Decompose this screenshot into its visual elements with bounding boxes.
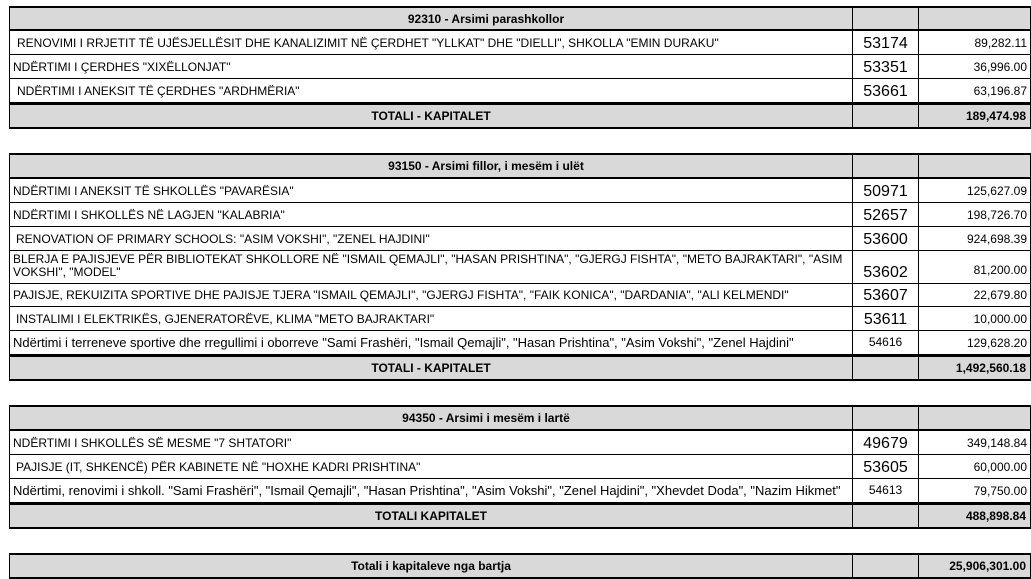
grand-total-row xyxy=(0,553,1031,579)
header-amount-cell xyxy=(918,153,1031,179)
total-row xyxy=(0,103,1031,129)
table-row xyxy=(0,331,1031,355)
total-row xyxy=(0,355,1031,381)
row-amount: 79,750.00 xyxy=(918,479,1031,503)
section-title: 93150 - Arsimi fillor, i mesëm i ulët xyxy=(9,153,853,179)
row-amount: 125,627.09 xyxy=(918,179,1031,203)
row-description: BLERJA E PAJISJEVE PËR BIBLIOTEKAT SHKOLLORE NË "ISMAIL QEMAJLI", "HASAN PRISHTINA", "GJERGJ FISHTA", "METO BAJRAKTARI", "ASIM VOKSHI", "MODEL" xyxy=(9,251,853,284)
row-amount: 924,698.39 xyxy=(918,227,1031,251)
grand-total-code-cell xyxy=(852,553,919,579)
row-amount: 198,726.70 xyxy=(918,203,1031,227)
section-header xyxy=(0,153,1031,179)
header-code-cell xyxy=(852,153,919,179)
section-header xyxy=(0,6,1031,31)
row-amount: 60,000.00 xyxy=(918,455,1031,479)
row-code: 53607 xyxy=(852,284,919,307)
row-description: NDËRTIMI I SHKOLLËS SË MESME "7 SHTATORI" xyxy=(9,431,853,455)
row-code: 50971 xyxy=(852,179,919,203)
row-code: 53602 xyxy=(852,251,919,284)
total-value: 488,898.84 xyxy=(918,503,1031,529)
total-value: 1,492,560.18 xyxy=(918,355,1031,381)
row-amount: 89,282.11 xyxy=(918,31,1031,55)
section-title: 94350 - Arsimi i mesëm i lartë xyxy=(9,405,853,431)
table-row xyxy=(0,307,1031,331)
row-description: NDËRTIMI I ÇERDHES "XIXËLLONJAT" xyxy=(9,55,853,79)
total-label: TOTALI - KAPITALET xyxy=(9,355,853,381)
row-amount: 10,000.00 xyxy=(918,307,1031,331)
total-row xyxy=(0,503,1031,529)
header-code-cell xyxy=(852,6,919,31)
table-row xyxy=(0,203,1031,227)
row-description: PAJISJE, REKUIZITA SPORTIVE DHE PAJISJE TJERA "ISMAIL QEMAJLI", "GJERGJ FISHTA", "FAIK KONICA", "DARDANIA", "ALI KELMENDI" xyxy=(9,284,853,307)
table-row xyxy=(0,79,1031,103)
header-amount-cell xyxy=(918,6,1031,31)
row-code: 53661 xyxy=(852,79,919,103)
table-row xyxy=(0,31,1031,55)
table-row xyxy=(0,55,1031,79)
row-description: Ndërtimi, renovimi i shkoll. "Sami Frashëri", "Ismail Qemajli", "Hasan Prishtina", "Asim Vokshi", "Zenel Hajdini", "Xhevdet Doda", "Nazim Hikmet" xyxy=(9,479,853,503)
table-row xyxy=(0,431,1031,455)
row-code: 53351 xyxy=(852,55,919,79)
total-label: TOTALI KAPITALET xyxy=(9,503,853,529)
grand-total-value: 25,906,301.00 xyxy=(918,553,1031,579)
table-row xyxy=(0,284,1031,307)
row-amount: 129,628.20 xyxy=(918,331,1031,355)
header-amount-cell xyxy=(918,405,1031,431)
row-description: RENOVIMI I RRJETIT TË UJËSJELLËSIT DHE KANALIZIMIT NË ÇERDHET "YLLKAT" DHE "DIELLI", SHKOLLA "EMIN DURAKU" xyxy=(9,31,853,55)
row-description: INSTALIMI I ELEKTRIKËS, GJENERATORËVE, KLIMA "METO BAJRAKTARI" xyxy=(9,307,853,331)
row-description: NDËRTIMI I SHKOLLËS NË LAGJEN "KALABRIA" xyxy=(9,203,853,227)
row-amount: 349,148.84 xyxy=(918,431,1031,455)
row-code: 53174 xyxy=(852,31,919,55)
row-code: 53600 xyxy=(852,227,919,251)
row-description: Ndërtimi i terreneve sportive dhe rregullimi i oborreve "Sami Frashëri, "Ismail Qemajli", "Hasan Prishtina", "Asim Vokshi", "Zenel Hajdini" xyxy=(9,331,853,355)
row-description: NDËRTIMI I ANEKSIT TË SHKOLLËS "PAVARËSIA" xyxy=(9,179,853,203)
table-row xyxy=(0,455,1031,479)
row-amount: 81,200.00 xyxy=(918,251,1031,284)
grand-total-label: Totali i kapitaleve nga bartja xyxy=(9,553,853,579)
row-description: NDËRTIMI I ANEKSIT TË ÇERDHES "ARDHMËRIA" xyxy=(9,79,853,103)
row-code: 54616 xyxy=(852,331,919,355)
row-amount: 63,196.87 xyxy=(918,79,1031,103)
table-row xyxy=(0,179,1031,203)
row-code: 49679 xyxy=(852,431,919,455)
row-description: PAJISJE (IT, SHKENCË) PËR KABINETE NË "HOXHE KADRI PRISHTINA" xyxy=(9,455,853,479)
row-amount: 36,996.00 xyxy=(918,55,1031,79)
table-row xyxy=(0,251,1031,284)
table-row xyxy=(0,479,1031,503)
row-code: 53605 xyxy=(852,455,919,479)
row-description: RENOVATION OF PRIMARY SCHOOLS: "ASIM VOKSHI", "ZENEL HAJDINI" xyxy=(9,227,853,251)
section-header xyxy=(0,405,1031,431)
total-value: 189,474.98 xyxy=(918,103,1031,129)
total-code-cell xyxy=(852,103,919,129)
row-amount: 22,679.80 xyxy=(918,284,1031,307)
table-row xyxy=(0,227,1031,251)
row-code: 54613 xyxy=(852,479,919,503)
total-code-cell xyxy=(852,503,919,529)
total-code-cell xyxy=(852,355,919,381)
row-code: 52657 xyxy=(852,203,919,227)
total-label: TOTALI - KAPITALET xyxy=(9,103,853,129)
header-code-cell xyxy=(852,405,919,431)
row-code: 53611 xyxy=(852,307,919,331)
section-title: 92310 - Arsimi parashkollor xyxy=(9,6,853,31)
